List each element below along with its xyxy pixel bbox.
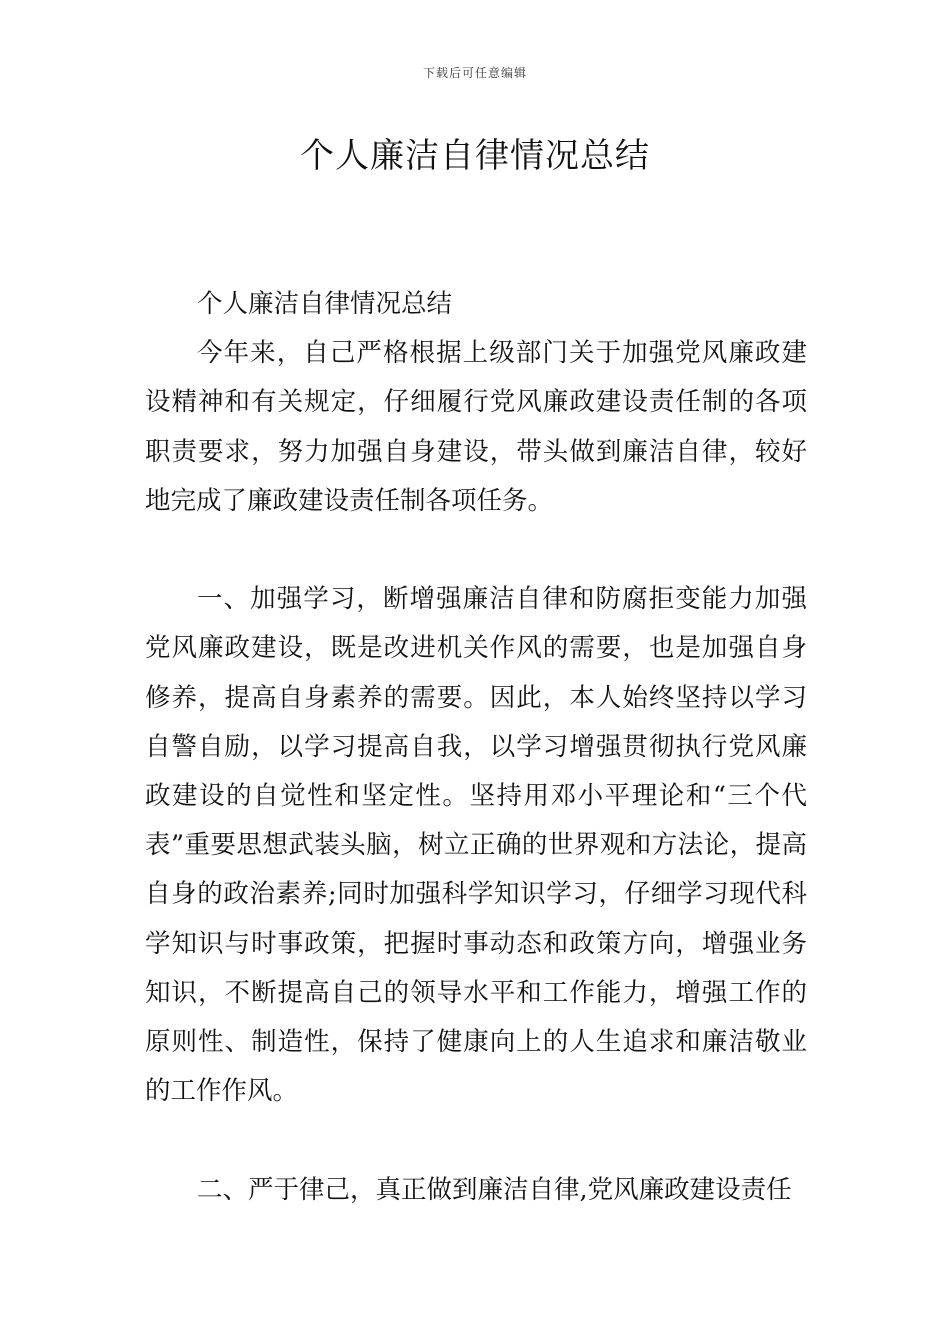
paragraph-intro: 今年来，自己严格根据上级部门关于加强党风廉政建设精神和有关规定，仔细履行党风廉政建设责任制的各项职责要求，努力加强自身建设，带头做到廉洁自律，较好地完成了廉政建设责任制各项任务。 (145, 338, 807, 516)
document-body (145, 280, 807, 1215)
header-note: 下载后可任意编辑 (422, 66, 527, 80)
paragraph-section-two: 二、严于律己，真正做到廉洁自律,党风廉政建设责任 (197, 1174, 792, 1205)
document-title: 个人廉洁自律情况总结 (300, 136, 650, 176)
paragraph-section-one: 一、加强学习，断增强廉洁自律和防腐拒变能力加强党风廉政建设，既是改进机关作风的需要，也是加强自身修养，提高自身素养的需要。因此，本人始终坚持以学习自警自励，以学习提高自我，以学习增强贯彻执行党风廉政建设的自觉性和坚定性。坚持用邓小平理论和“三个代表”重要思想武装头脑，树立正确的世界观和方法论，提高自身的政治素养;同时加强科学知识学习，仔细学习现代科学知识与时事政策，把握时事动态和政策方向，增强业务知识，不断提高自己的领导水平和工作能力，增强工作的原则性、制造性，保持了健康向上的人生追求和廉洁敬业的工作作风。 (145, 584, 807, 1107)
body-subtitle: 个人廉洁自律情况总结 (197, 289, 453, 319)
paragraph-spacer (145, 1116, 807, 1165)
paragraph-spacer (145, 526, 807, 575)
